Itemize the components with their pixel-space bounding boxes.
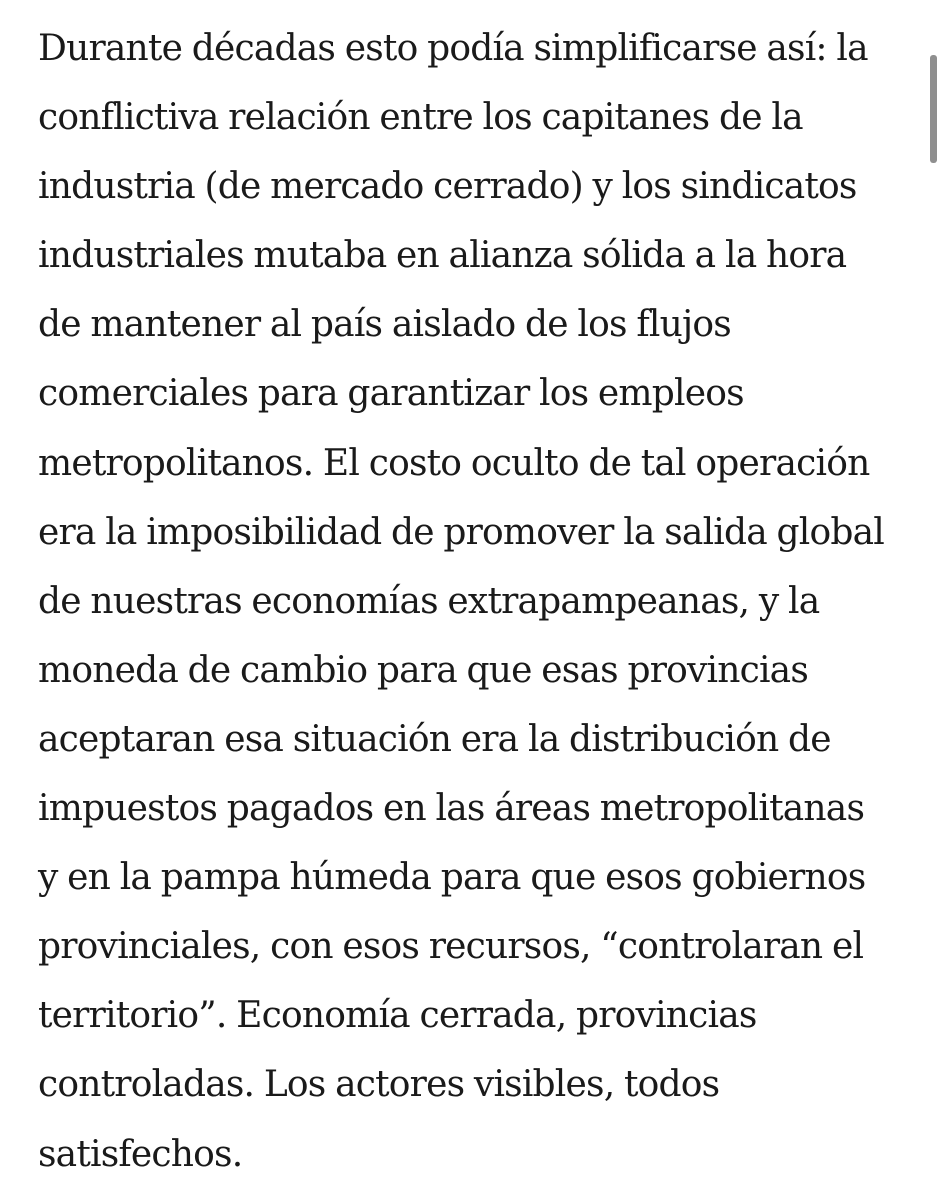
article-paragraph <box>38 14 918 1189</box>
paragraph-line: de mantener al país aislado de los flujos <box>38 304 731 346</box>
paragraph-line: conflictiva relación entre los capitanes de la <box>38 97 803 139</box>
paragraph-line: comerciales para garantizar los empleos <box>38 373 744 415</box>
paragraph-line: territorio”. Economía cerrada, provincias <box>38 995 757 1037</box>
paragraph-line: controladas. Los actores visibles, todos <box>38 1064 720 1106</box>
paragraph-line: metropolitanos. El costo oculto de tal operación <box>38 442 870 484</box>
paragraph-line: y en la pampa húmeda para que esos gobiernos <box>38 857 866 899</box>
vertical-scrollbar-thumb[interactable] <box>930 55 937 163</box>
paragraph-line: impuestos pagados en las áreas metropolitanas <box>38 788 865 830</box>
paragraph-line: industriales mutaba en alianza sólida a la hora <box>38 235 847 277</box>
paragraph-line: aceptaran esa situación era la distribución de <box>38 718 831 760</box>
paragraph-line: satisfechos. <box>38 1133 243 1175</box>
paragraph-line: era la imposibilidad de promover la salida global <box>38 511 884 553</box>
paragraph-line: Durante décadas esto podía simplificarse así: la <box>38 28 868 69</box>
paragraph-line: provinciales, con esos recursos, “controlaran el <box>38 926 864 968</box>
paragraph-line: de nuestras economías extrapampeanas, y la <box>38 580 820 622</box>
paragraph-line: moneda de cambio para que esas provincias <box>38 649 809 691</box>
paragraph-line: industria (de mercado cerrado) y los sindicatos <box>38 166 857 208</box>
